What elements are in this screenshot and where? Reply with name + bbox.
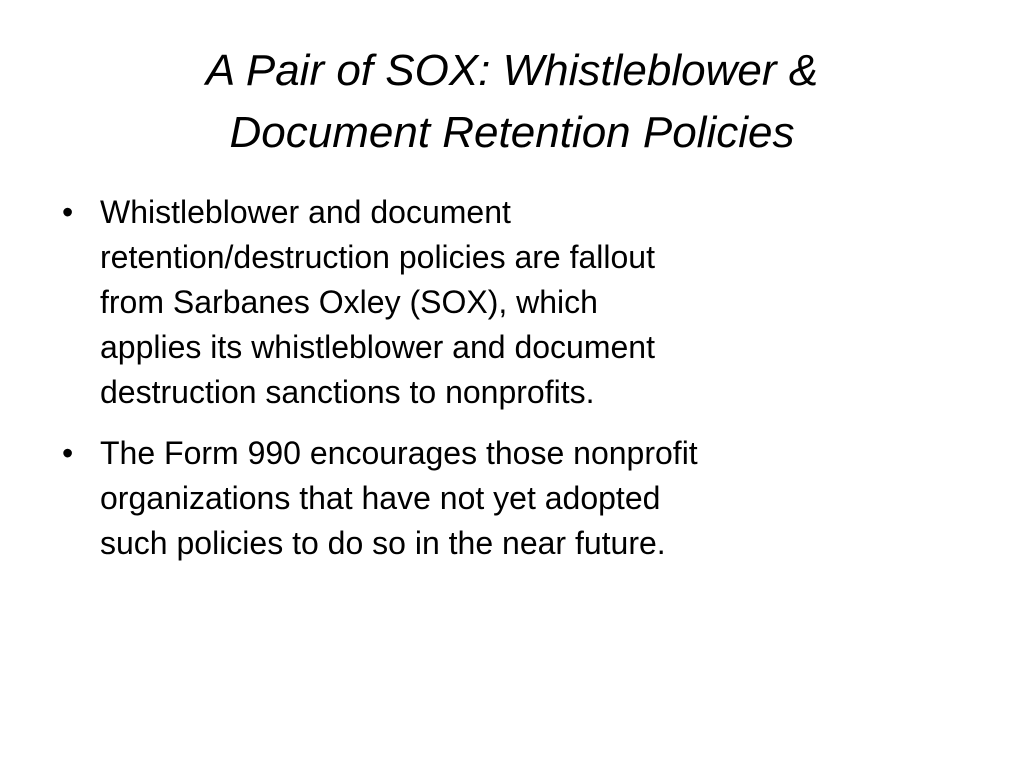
slide-title-line: Document Retention Policies [229, 108, 795, 157]
bullet-line: from Sarbanes Oxley (SOX), which [100, 284, 598, 320]
slide-title [0, 40, 1024, 164]
bullet-list [60, 190, 960, 582]
bullet-line: such policies to do so in the near future. [100, 525, 666, 561]
slide-title-line: A Pair of SOX: Whistleblower & [205, 46, 819, 95]
bullet-item [60, 190, 960, 415]
bullet-marker: • [62, 435, 74, 471]
bullet-line: The Form 990 encourages those nonprofit [100, 435, 698, 471]
bullet-line: Whistleblower and document [100, 194, 511, 230]
bullet-text [100, 190, 960, 415]
bullet-line: destruction sanctions to nonprofits. [100, 374, 595, 410]
bullet-line: retention/destruction policies are fallout [100, 239, 655, 275]
bullet-line: applies its whistleblower and document [100, 329, 655, 365]
bullet-text [100, 431, 960, 566]
bullet-item [60, 431, 960, 566]
bullet-marker: • [62, 194, 74, 230]
bullet-line: organizations that have not yet adopted [100, 480, 661, 516]
